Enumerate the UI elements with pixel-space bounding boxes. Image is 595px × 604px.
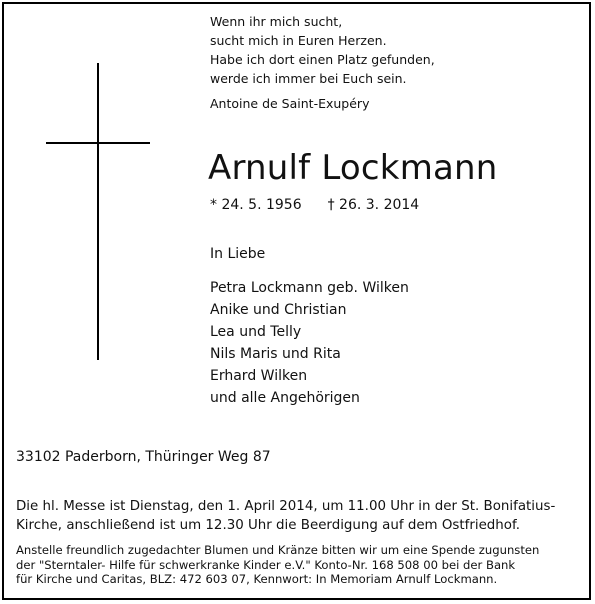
donation-line: Anstelle freundlich zugedachter Blumen und Kränze bitten wir um eine Spende zugunsten [16, 543, 540, 557]
donation-info [16, 543, 584, 587]
mourner-name: Petra Lockmann geb. Wilken [210, 280, 409, 296]
mourners-list [210, 277, 409, 409]
life-dates [210, 197, 419, 213]
poem-line: werde ich immer bei Euch sein. [210, 71, 407, 86]
poem-line: Habe ich dort einen Platz gefunden, [210, 52, 435, 67]
mourner-name: Anike und Christian [210, 302, 347, 318]
poem-line: sucht mich in Euren Herzen. [210, 33, 387, 48]
deceased-name: Arnulf Lockmann [208, 148, 498, 188]
death-date: † 26. 3. 2014 [327, 197, 420, 213]
mourner-name: und alle Angehörigen [210, 390, 360, 406]
cross-vertical-bar [97, 63, 99, 360]
birth-date: * 24. 5. 1956 [210, 197, 302, 213]
service-info [16, 497, 584, 535]
mourner-name: Nils Maris und Rita [210, 346, 341, 362]
donation-line: der "Sterntaler- Hilfe für schwerkranke Kinder e.V." Konto-Nr. 168 508 00 bei der Bank [16, 557, 516, 572]
poem-line: Wenn ihr mich sucht, [210, 14, 343, 29]
cross-horizontal-bar [46, 142, 150, 144]
poem [210, 12, 435, 88]
service-line: Die hl. Messe ist Dienstag, den 1. April 2014, um 11.00 Uhr in der St. Bonifatius- [16, 499, 556, 514]
donation-line: für Kirche und Caritas, BLZ: 472 603 07, Kennwort: In Memoriam Arnulf Lockmann. [16, 572, 498, 586]
mourners-intro: In Liebe [210, 246, 266, 262]
family-address: 33102 Paderborn, Thüringer Weg 87 [16, 449, 271, 465]
mourner-name: Erhard Wilken [210, 368, 308, 384]
service-line: Kirche, anschließend ist um 12.30 Uhr die Beerdigung auf dem Ostfriedhof. [16, 518, 520, 533]
mourner-name: Lea und Telly [210, 324, 302, 340]
poem-author: Antoine de Saint-Exupéry [210, 96, 370, 111]
